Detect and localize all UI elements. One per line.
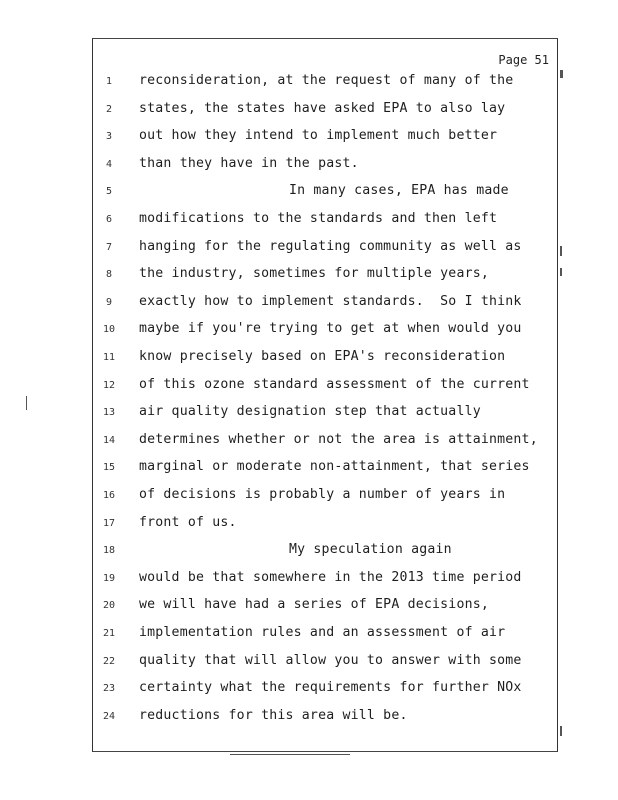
line-number: 15 [102,462,116,474]
transcript-line [93,156,559,182]
line-number: 19 [102,572,116,584]
line-number: 14 [102,434,116,446]
transcript-line [93,101,559,127]
scan-artifact [26,396,27,410]
line-text: know precisely based on EPA's reconsideration [139,349,506,364]
transcript-line [93,625,559,651]
transcript-line [93,183,559,209]
transcript-line [93,487,559,513]
line-text: reconsideration, at the request of many of the [139,73,514,88]
line-number: 11 [102,352,116,363]
line-number: 21 [102,628,116,639]
transcript-line [93,321,559,347]
transcript-line [93,266,559,292]
line-number: 18 [102,545,116,557]
scan-artifact [560,70,563,78]
transcript-line [93,597,559,623]
line-number: 12 [102,379,116,391]
line-text: we will have had a series of EPA decisions, [139,597,490,613]
line-text: front of us. [139,514,237,530]
scan-artifact [230,754,350,755]
transcript-line [93,653,559,679]
line-text: determines whether or not the area is attainment, [139,431,538,447]
line-text: air quality designation step that actually [139,404,481,420]
line-number: 23 [102,683,116,695]
line-number: 10 [102,324,116,336]
line-text: states, the states have asked EPA to also lay [139,100,506,116]
transcript-line [93,515,559,541]
line-text: In many cases, EPA has made [289,183,509,199]
transcript-line [93,432,559,458]
transcript-line [93,73,559,99]
line-number: 13 [102,407,116,419]
line-number: 16 [102,490,116,501]
transcript-line [93,377,559,403]
line-text: of this ozone standard assessment of the current [139,376,530,392]
line-number: 20 [102,600,116,612]
line-text: than they have in the past. [139,155,359,171]
line-text: out how they intend to implement much better [139,128,498,144]
line-text: implementation rules and an assessment of air [139,625,506,640]
scan-artifact [560,246,562,256]
transcript-line [93,239,559,265]
line-text: maybe if you're trying to get at when would you [139,321,522,337]
line-text: hanging for the regulating community as well as [139,238,522,254]
transcript-line [93,680,559,706]
transcript-line [93,294,559,320]
scan-artifact [560,268,562,276]
transcript-line [93,570,559,596]
line-number: 8 [105,269,113,281]
line-number: 17 [102,517,116,529]
line-number: 24 [102,710,116,722]
line-text: exactly how to implement standards. So I think [139,293,522,309]
transcript-line [93,211,559,237]
transcript-line [93,708,559,734]
page-number: Page 51 [498,53,549,67]
line-number: 6 [105,214,113,225]
transcript-line [93,459,559,485]
scan-artifact [560,726,562,736]
line-text: certainty what the requirements for further NOx [139,680,522,696]
transcript-line [93,128,559,154]
transcript-line [93,542,559,568]
line-text: reductions for this area will be. [139,707,408,723]
line-number: 2 [105,103,113,115]
line-number: 22 [102,655,116,667]
line-text: marginal or moderate non-attainment, that series [139,459,530,475]
line-text: of decisions is probably a number of years in [139,487,506,502]
line-text: modifications to the standards and then left [139,211,498,226]
line-number: 1 [105,76,113,87]
line-number: 9 [105,296,113,308]
line-text: quality that will allow you to answer with some [139,652,522,668]
transcript-line [93,349,559,375]
line-number: 4 [105,158,113,170]
line-number: 3 [105,131,113,143]
line-text: would be that somewhere in the 2013 time period [139,569,522,585]
transcript-page [92,38,558,752]
line-number: 7 [105,241,113,253]
line-text: the industry, sometimes for multiple years, [139,266,490,282]
line-number: 5 [105,186,113,198]
transcript-line [93,404,559,430]
line-text: My speculation again [289,542,452,558]
